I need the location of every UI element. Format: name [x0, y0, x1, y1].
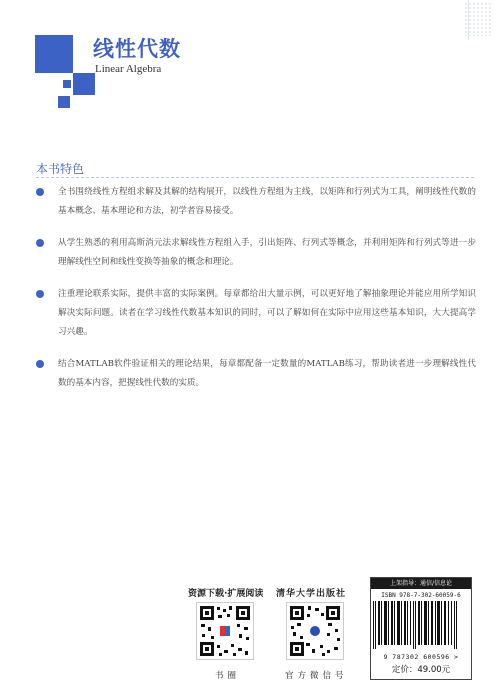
features-heading: 本书特色 — [36, 162, 85, 176]
publisher-label: 清华大学出版社 — [276, 589, 347, 599]
top-decor-dots — [464, 2, 492, 36]
bullet-icon — [36, 239, 44, 247]
isbn-text: ISBN 978-7-302-60059-6 — [381, 592, 461, 599]
qr-code-wechat — [286, 602, 344, 660]
barcode-icon — [371, 601, 459, 649]
isbn-price-box — [370, 577, 472, 680]
feature-item: 注重理论联系实际，提供丰富的实际案例。每章都给出大量示例，可以更好地了解抽象理论并能应用所学知识解决实际问题。读者在学习线性代数基本知识的同时，可以了解如何在实际中应用这些基本知识，大大提高学习兴趣。 — [36, 285, 476, 342]
bullet-icon — [36, 188, 44, 196]
features-divider — [36, 177, 476, 178]
shelving-category: 上架指导：通信/信息论 — [371, 578, 471, 589]
bullet-icon — [36, 360, 44, 368]
qr-code-shuquan — [196, 602, 254, 660]
qr-caption-shuquan: 书圈 — [215, 671, 241, 681]
features-list — [36, 183, 476, 406]
book-subtitle: Linear Algebra — [95, 63, 162, 75]
bullet-icon — [36, 290, 44, 298]
feature-item: 结合MATLAB软件验证相关的理论结果，每章都配备一定数量的MATLAB练习，帮助读者进一步理解线性代数的基本内容，把握线性代数的实质。 — [36, 355, 476, 393]
feature-item: 从学生熟悉的利用高斯消元法求解线性方程组入手，引出矩阵、行列式等概念，并利用矩阵和行列式等进一步理解线性空间和线性变换等抽象的概念和理论。 — [36, 234, 476, 272]
book-title: 线性代数 — [93, 37, 181, 61]
price-label: 定价：49.00元 — [391, 665, 451, 675]
feature-item: 全书围绕线性方程组求解及其解的结构展开，以线性方程组为主线，以矩阵和行列式为工具，阐明线性代数的基本概念、基本理论和方法，初学者容易接受。 — [36, 183, 476, 221]
resource-download-label: 资源下载·扩展阅读 — [188, 589, 264, 599]
isbn-digits: 9 787302 600596 > — [383, 653, 459, 661]
qr-caption-wechat: 官方微信号 — [285, 671, 348, 681]
